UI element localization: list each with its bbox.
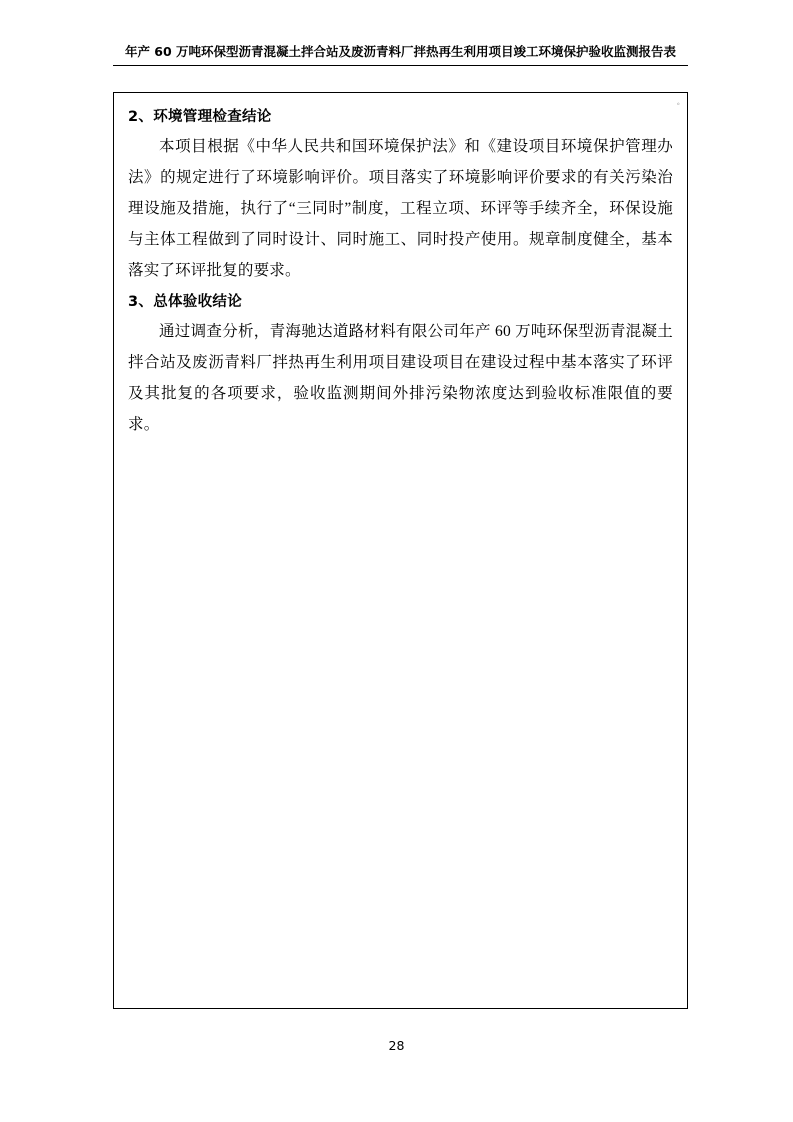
section-heading-overall-conclusion: 3、总体验收结论: [128, 293, 242, 310]
section-paragraph-environmental-management: 本项目根据《中华人民共和国环境保护法》和《建设项目环境保护管理办法》的规定进行了环境影响评价。项目落实了环境影响评价要求的有关污染治理设施及措施，执行了“三同时”制度，工程立项、环评等手续齐全，环保设施与主体工程做到了同时设计、同时施工、同时投产使用。规章制度健全，基本落实了环评批复的要求。: [128, 137, 673, 279]
section-paragraph-overall-conclusion: 通过调查分析，青海驰达道路材料有限公司年产 60 万吨环保型沥青混凝土拌合站及废沥青料厂拌热再生利用项目建设项目在建设过程中基本落实了环评及其批复的各项要求，验收监测期间外排污染物浓度达到验收标准限值的要求。: [128, 322, 673, 433]
page-number: 28: [388, 1038, 405, 1053]
section-heading-environmental-management: 2、环境管理检查结论: [128, 109, 272, 125]
corner-mark: 。: [677, 98, 684, 106]
content-frame: [113, 92, 688, 1009]
page-header-title: 年产 60 万吨环保型沥青混凝土拌合站及废沥青料厂拌热再生利用项目竣工环境保护验收监测报告表: [113, 44, 688, 66]
